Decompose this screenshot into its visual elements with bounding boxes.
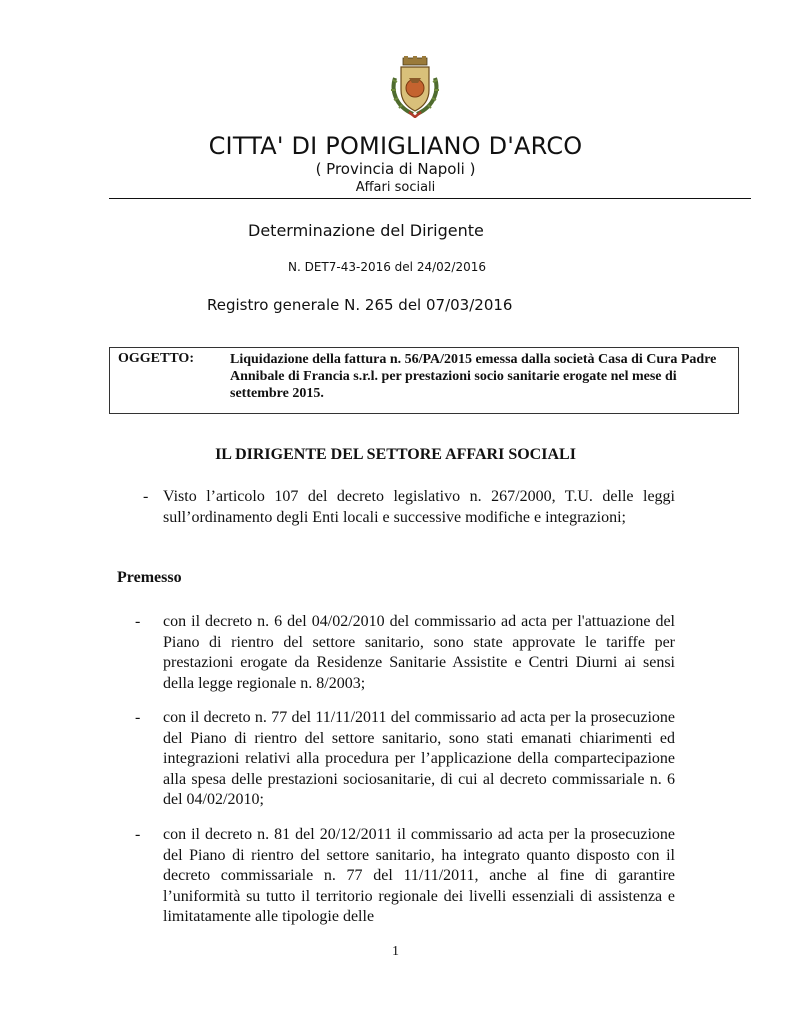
- premesso-item: [135, 708, 675, 811]
- determination-number: N. DET7-43-2016 del 24/02/2016: [288, 260, 486, 274]
- premesso-item: [135, 612, 675, 694]
- premesso-item-text: con il decreto n. 81 del 20/12/2011 il commissario ad acta per la prosecuzione del Piano di rientro del settore sanitario, ha integrato quanto disposto con il decreto commissariale n. 77 del 11/11/2011, anche al fine di garantire l’uniformità su tutto il territorio regionale dei livelli essenziali di assistenza e limitatamente alle tipologie delle: [163, 826, 675, 925]
- bullet-dash: -: [135, 826, 141, 843]
- determination-title: Determinazione del Dirigente: [248, 221, 484, 240]
- visto-text: Visto l’articolo 107 del decreto legislativo n. 267/2000, T.U. delle leggi sull’ordinamento degli Enti locali e successive modifiche e integrazioni;: [163, 488, 675, 526]
- bullet-dash: -: [135, 613, 141, 630]
- office-name: Affari sociali: [355, 180, 436, 195]
- visto-paragraph: [143, 487, 675, 528]
- bullet-dash: -: [143, 488, 149, 505]
- premesso-label: Premesso: [117, 569, 182, 586]
- premesso-item: [135, 825, 675, 928]
- premesso-item-text: con il decreto n. 6 del 04/02/2010 del commissario ad acta per l'attuazione del Piano di rientro del settore sanitario, sono state approvate le tariffe per prestazioni erogate da Residenze Sanitarie Assistite e Centri Diurni ai sensi della legge regionale n. 8/2003;: [163, 613, 675, 692]
- registro-generale: Registro generale N. 265 del 07/03/2016: [207, 296, 513, 314]
- oggetto-box: [109, 347, 739, 414]
- city-name: CITTA' DI POMIGLIANO D'ARCO: [208, 132, 583, 160]
- section-heading: IL DIRIGENTE DEL SETTORE AFFARI SOCIALI: [215, 446, 576, 463]
- bullet-dash: -: [135, 709, 141, 726]
- oggetto-text: Liquidazione della fattura n. 56/PA/2015 emessa dalla società Casa di Cura Padre Annibale di Francia s.r.l. per prestazioni socio sanitarie erogate nel mese di settembre 2015.: [230, 352, 717, 401]
- oggetto-label: OGGETTO:: [118, 351, 194, 366]
- header-divider: [109, 198, 751, 199]
- province-name: ( Provincia di Napoli ): [315, 160, 476, 178]
- municipal-crest-icon: [387, 56, 443, 118]
- page-number: 1: [392, 944, 399, 959]
- premesso-item-text: con il decreto n. 77 del 11/11/2011 del commissario ad acta per la prosecuzione del Piano di rientro del settore sanitario, sono stati emanati chiarimenti ed integrazioni relativi alla procedura per l’applicazione della compartecipazione alla spesa delle prestazioni sociosanitarie, di cui al decreto commissariale n. 6 del 04/02/2010;: [163, 709, 675, 808]
